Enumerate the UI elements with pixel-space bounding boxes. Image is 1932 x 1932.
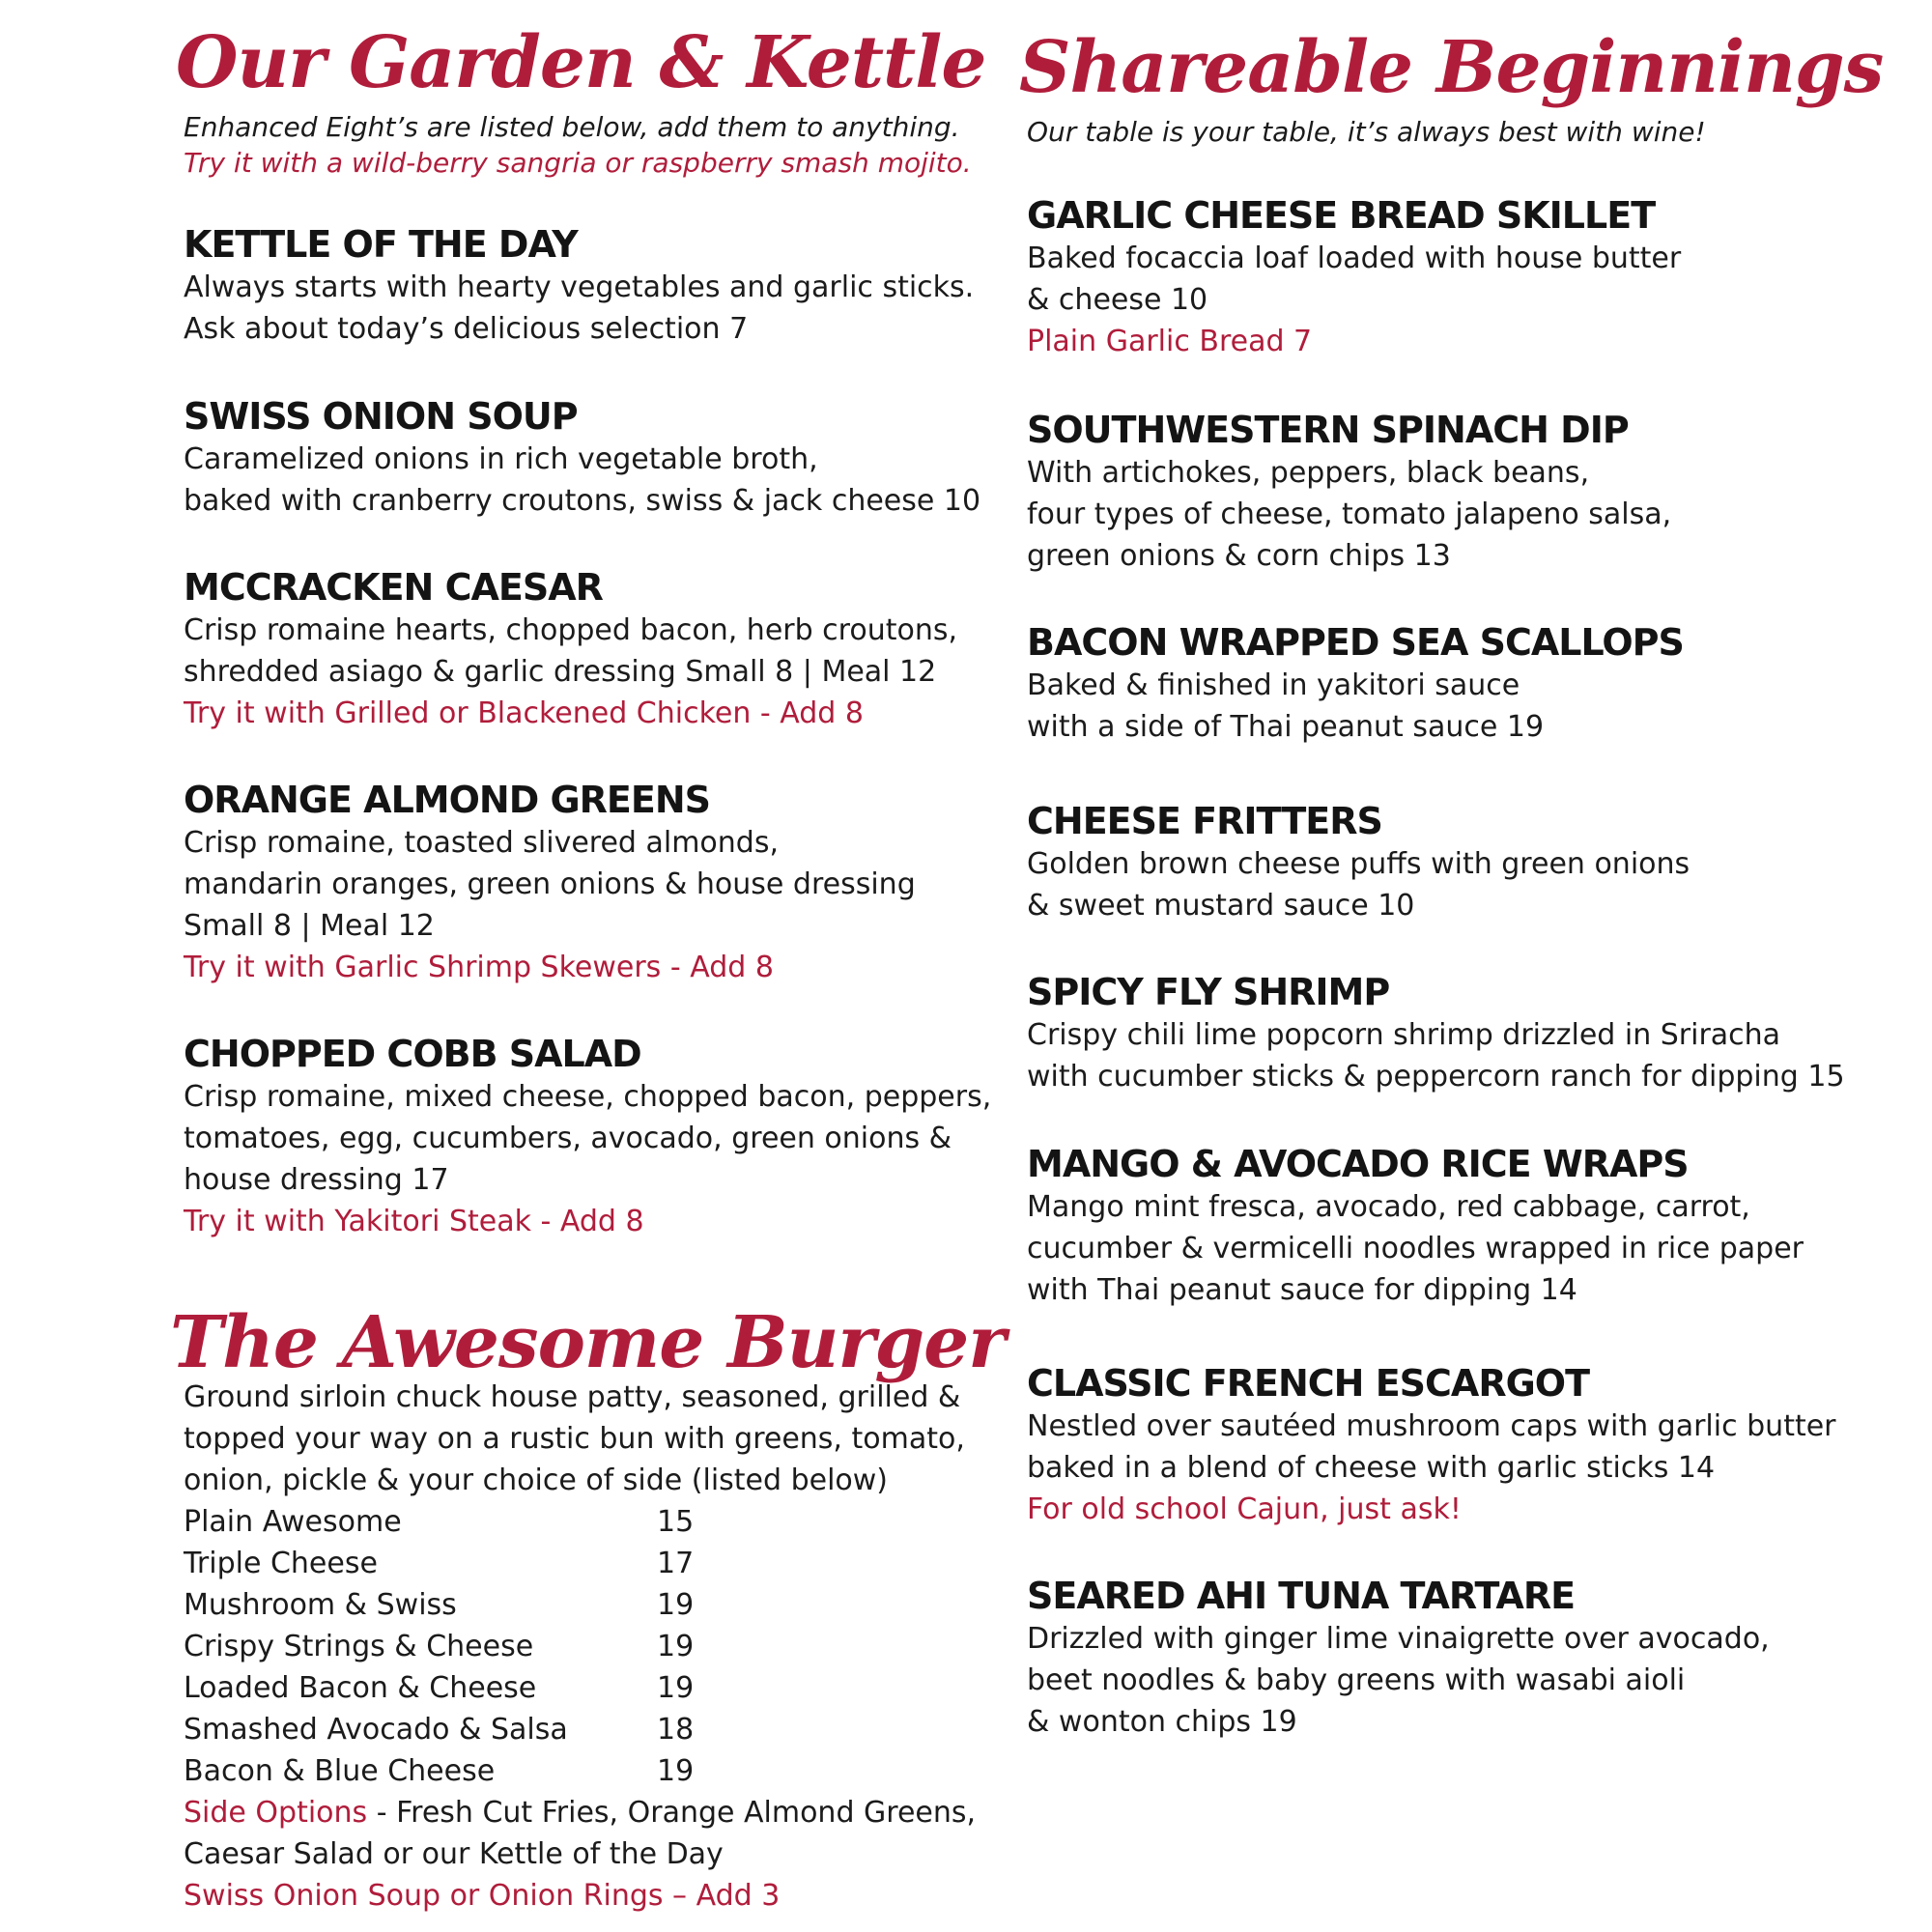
menu-item-fly-shrimp bbox=[1027, 970, 1845, 1097]
item-desc: & wonton chips 19 bbox=[1027, 1705, 1297, 1739]
menu-item-spinach-dip bbox=[1027, 408, 1671, 577]
item-name: SEARED AHI TUNA TARTARE bbox=[1027, 1575, 1576, 1617]
menu-item-cobb bbox=[184, 1032, 991, 1242]
burger-options bbox=[184, 1501, 860, 1792]
menu-item-escargot bbox=[1027, 1361, 1836, 1530]
item-desc: Crisp romaine, toasted slivered almonds, bbox=[184, 826, 780, 860]
burger-option bbox=[184, 1750, 860, 1792]
item-desc: mandarin oranges, green onions & house dressing bbox=[184, 867, 916, 901]
item-desc: & cheese 10 bbox=[1027, 283, 1208, 317]
item-addon: Try it with Garlic Shrimp Skewers - Add 8 bbox=[184, 951, 774, 984]
side-options-text: - Fresh Cut Fries, Orange Almond Greens, bbox=[367, 1796, 977, 1830]
item-name: MCCRACKEN CAESAR bbox=[184, 566, 603, 609]
item-desc: shredded asiago & garlic dressing Small 8 | Meal 12 bbox=[184, 655, 937, 689]
burger-option-price: 19 bbox=[657, 1588, 695, 1622]
item-name: CHEESE FRITTERS bbox=[1027, 800, 1382, 842]
garden-kettle-title: Our Garden & Kettle bbox=[176, 21, 986, 104]
item-desc: with cucumber sticks & peppercorn ranch for dipping 15 bbox=[1027, 1060, 1845, 1094]
item-desc: Mango mint fresca, avocado, red cabbage, carrot, bbox=[1027, 1190, 1750, 1224]
burger-option-price: 18 bbox=[657, 1713, 695, 1747]
item-desc: Small 8 | Meal 12 bbox=[184, 909, 435, 943]
item-desc: Ask about today’s delicious selection 7 bbox=[184, 312, 749, 346]
burger-description bbox=[184, 1377, 965, 1501]
burger-option-name: Triple Cheese bbox=[184, 1547, 378, 1580]
burger-option bbox=[184, 1626, 860, 1667]
item-desc: Crisp romaine hearts, chopped bacon, herb croutons, bbox=[184, 613, 958, 647]
burger-option-name: Crispy Strings & Cheese bbox=[184, 1630, 534, 1663]
item-name: BACON WRAPPED SEA SCALLOPS bbox=[1027, 621, 1684, 664]
item-desc: baked with cranberry croutons, swiss & jack cheese 10 bbox=[184, 484, 981, 518]
burger-desc-line: Ground sirloin chuck house patty, seasoned, grilled & bbox=[184, 1380, 961, 1414]
item-name: SOUTHWESTERN SPINACH DIP bbox=[1027, 409, 1629, 451]
menu-item-kettle bbox=[184, 222, 974, 350]
side-options-line bbox=[184, 1792, 976, 1833]
burger-sides bbox=[184, 1792, 976, 1917]
side-options-line2: Caesar Salad or our Kettle of the Day bbox=[184, 1837, 724, 1871]
item-name: MANGO & AVOCADO RICE WRAPS bbox=[1027, 1143, 1689, 1185]
item-desc: With artichokes, peppers, black beans, bbox=[1027, 456, 1590, 490]
burger-option bbox=[184, 1667, 860, 1709]
menu-item-scallops bbox=[1027, 620, 1684, 748]
item-name: SPICY FLY SHRIMP bbox=[1027, 971, 1390, 1013]
burger-title: The Awesome Burger bbox=[170, 1301, 1006, 1384]
item-desc: with Thai peanut sauce for dipping 14 bbox=[1027, 1273, 1577, 1307]
menu-item-rice-wraps bbox=[1027, 1142, 1804, 1311]
item-desc: baked in a blend of cheese with garlic sticks 14 bbox=[1027, 1451, 1716, 1485]
item-desc: & sweet mustard sauce 10 bbox=[1027, 889, 1415, 923]
burger-option-name: Loaded Bacon & Cheese bbox=[184, 1671, 537, 1705]
item-name: ORANGE ALMOND GREENS bbox=[184, 779, 711, 821]
item-addon: Try it with Grilled or Blackened Chicken - Add 8 bbox=[184, 696, 864, 730]
shareable-title: Shareable Beginnings bbox=[1019, 26, 1884, 109]
menu-item-caesar bbox=[184, 565, 957, 734]
item-desc: Drizzled with ginger lime vinaigrette over avocado, bbox=[1027, 1622, 1770, 1656]
item-desc: Nestled over sautéed mushroom caps with garlic butter bbox=[1027, 1409, 1836, 1443]
menu-item-cheese-fritters bbox=[1027, 799, 1690, 926]
menu-item-tuna-tartare bbox=[1027, 1574, 1770, 1743]
item-name: GARLIC CHEESE BREAD SKILLET bbox=[1027, 194, 1656, 237]
burger-option bbox=[184, 1501, 860, 1543]
item-desc: Crispy chili lime popcorn shrimp drizzled in Sriracha bbox=[1027, 1018, 1781, 1052]
item-desc: green onions & corn chips 13 bbox=[1027, 539, 1451, 573]
burger-option-name: Mushroom & Swiss bbox=[184, 1588, 457, 1622]
burger-option bbox=[184, 1709, 860, 1750]
item-desc: Golden brown cheese puffs with green onions bbox=[1027, 847, 1690, 881]
item-addon: Try it with Yakitori Steak - Add 8 bbox=[184, 1205, 644, 1238]
burger-option-name: Bacon & Blue Cheese bbox=[184, 1754, 496, 1788]
burger-option-price: 15 bbox=[657, 1505, 695, 1539]
burger-option bbox=[184, 1584, 860, 1626]
menu-item-garlic-bread bbox=[1027, 193, 1681, 362]
side-options-label: Side Options bbox=[184, 1796, 368, 1830]
garden-intro-line1: Enhanced Eight’s are listed below, add them to anything. bbox=[184, 111, 960, 143]
item-desc: Crisp romaine, mixed cheese, chopped bacon, peppers, bbox=[184, 1080, 992, 1114]
item-desc: with a side of Thai peanut sauce 19 bbox=[1027, 710, 1545, 744]
item-name: SWISS ONION SOUP bbox=[184, 395, 578, 438]
item-desc: four types of cheese, tomato jalapeno salsa, bbox=[1027, 497, 1672, 531]
item-name: CLASSIC FRENCH ESCARGOT bbox=[1027, 1362, 1589, 1405]
burger-option-price: 17 bbox=[657, 1547, 695, 1580]
burger-option bbox=[184, 1543, 860, 1584]
item-addon: Plain Garlic Bread 7 bbox=[1027, 325, 1313, 358]
menu-item-orange-almond bbox=[184, 778, 916, 988]
garden-intro-line2: Try it with a wild-berry sangria or raspberry smash mojito. bbox=[184, 147, 972, 179]
item-desc: beet noodles & baby greens with wasabi aioli bbox=[1027, 1663, 1686, 1697]
item-desc: Caramelized onions in rich vegetable broth, bbox=[184, 442, 818, 476]
burger-option-price: 19 bbox=[657, 1754, 695, 1788]
shareable-intro: Our table is your table, it’s always best with wine! bbox=[1027, 116, 1706, 148]
item-desc: house dressing 17 bbox=[184, 1163, 449, 1197]
item-desc: Baked focaccia loaf loaded with house butter bbox=[1027, 242, 1682, 275]
item-desc: Baked & finished in yakitori sauce bbox=[1027, 668, 1520, 702]
burger-option-name: Plain Awesome bbox=[184, 1505, 402, 1539]
burger-desc-line: topped your way on a rustic bun with greens, tomato, bbox=[184, 1422, 965, 1456]
item-desc: cucumber & vermicelli noodles wrapped in rice paper bbox=[1027, 1232, 1804, 1265]
burger-option-name: Smashed Avocado & Salsa bbox=[184, 1713, 568, 1747]
item-name: KETTLE OF THE DAY bbox=[184, 223, 578, 266]
side-addon: Swiss Onion Soup or Onion Rings – Add 3 bbox=[184, 1879, 781, 1913]
item-desc: Always starts with hearty vegetables and garlic sticks. bbox=[184, 270, 975, 304]
item-name: CHOPPED COBB SALAD bbox=[184, 1033, 641, 1075]
burger-desc-line: onion, pickle & your choice of side (listed below) bbox=[184, 1463, 889, 1497]
menu-item-swiss-onion bbox=[184, 394, 980, 522]
item-addon: For old school Cajun, just ask! bbox=[1027, 1492, 1462, 1526]
burger-option-price: 19 bbox=[657, 1630, 695, 1663]
item-desc: tomatoes, egg, cucumbers, avocado, green onions & bbox=[184, 1122, 952, 1155]
burger-option-price: 19 bbox=[657, 1671, 695, 1705]
